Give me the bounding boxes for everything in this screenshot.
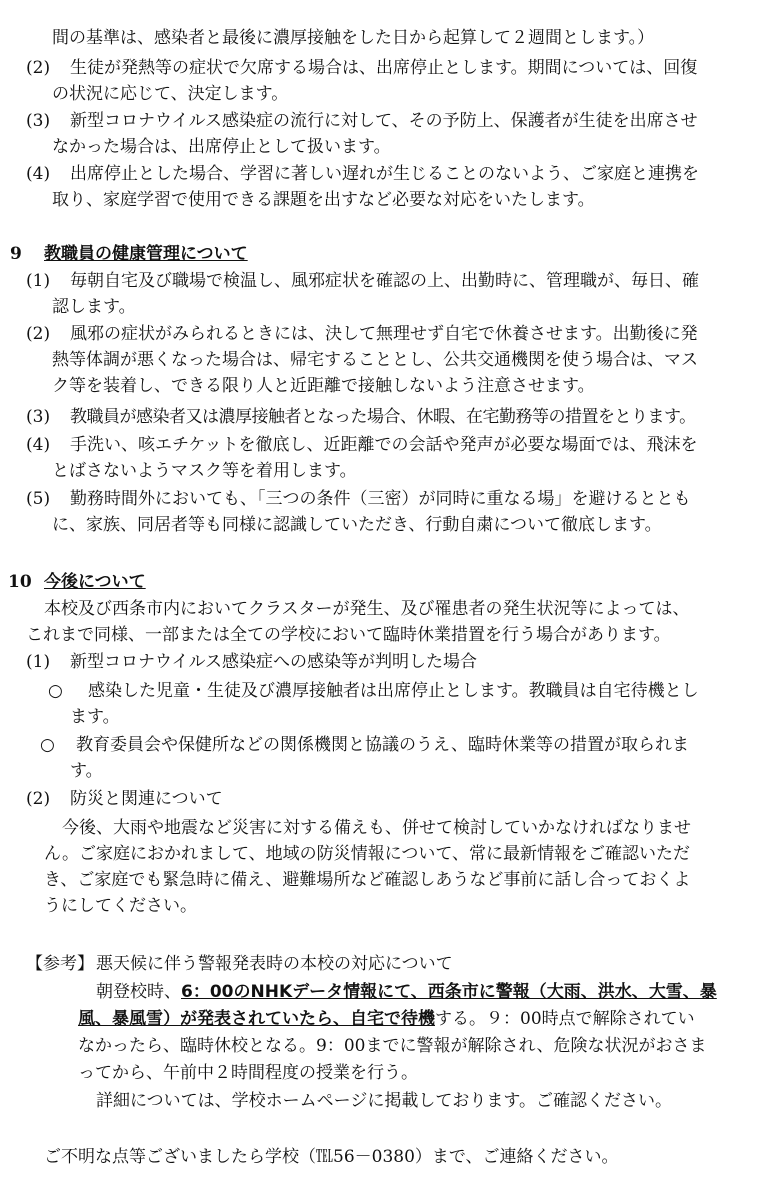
item-line: 勤務時間外においても、「三つの条件（三密）が同時に重なる場」を避けるととも [70,489,691,509]
reference-line: 詳細については、学校ホームページに掲載しております。ご確認ください。 [96,1091,672,1111]
bullet-line: ます。 [70,707,120,727]
item-number: (1) [26,652,51,672]
item-number: (2) [26,789,51,809]
item-line: とばさないようマスク等を着用します。 [52,461,357,481]
section-number: 9 [10,244,22,264]
item-line: 風邪の症状がみられるときには、決して無理せず自宅で休養させます。出勤後に発 [70,324,698,344]
item-line: 手洗い、咳エチケットを徹底し、近距離での会話や発声が必要な場面では、飛沫を [70,435,698,455]
item-number: (3) [26,407,51,427]
item-number: (5) [26,489,51,509]
section-number: 10 [8,572,32,592]
section-heading: 今後について [44,572,146,592]
reference-label: 【参考】 [26,954,94,974]
item-number: (4) [26,435,51,455]
contact-footer: ご不明な点等ございましたら学校（℡56－0380）まで、ご連絡ください。 [44,1147,619,1167]
reference-emphasis: 6：00のNHKデータ情報にて、西条市に警報（大雨、洪水、大雪、暴 [181,982,717,1002]
paragraph-line: き、ご家庭でも緊急時に備え、避難場所など確認しあうなど事前に話し合っておくよ [44,870,691,890]
item-number: (1) [26,271,51,291]
item-line: 毎朝自宅及び職場で検温し、風邪症状を確認の上、出勤時に、管理職が、毎日、確 [70,271,699,291]
bullet-mark: ○ [48,681,63,701]
reference-text: 朝登校時、 [96,982,181,1002]
subsection-title: 防災と関連について [70,789,223,809]
intro-line: 本校及び西条市内においてクラスターが発生、及び罹患者の発生状況等によっては、 [44,599,690,619]
item-line: 出席停止とした場合、学習に著しい遅れが生じることのないよう、ご家庭と連携を [70,164,699,184]
item-number: (4) [26,164,51,184]
reference-text: する。９：00時点で解除されてい [435,1009,695,1029]
item-line: 認します。 [52,297,136,317]
carryover-text: 間の基準は、感染者と最後に濃厚接触をした日から起算して２週間とします。） [52,28,655,48]
paragraph-line: うにしてください。 [44,896,197,916]
reference-line: ってから、午前中２時間程度の授業を行う。 [78,1063,418,1083]
reference-title: 悪天候に伴う警報発表時の本校の対応について [96,954,453,974]
item-number: (2) [26,324,51,344]
bullet-mark: ○ [40,735,55,755]
item-line: 新型コロナウイルス感染症の流行に対して、その予防上、保護者が生徒を出席させ [70,111,698,131]
item-line: なかった場合は、出席停止として扱います。 [52,137,391,157]
section-heading: 教職員の健康管理について [44,244,248,264]
item-number: (3) [26,111,51,131]
reference-line [78,1008,695,1030]
item-line: 生徒が発熱等の症状で欠席する場合は、出席停止とします。期間については、回復 [70,58,698,78]
reference-line: なかったら、臨時休校となる。9：00までに警報が解除され、危険な状況がおさま [78,1036,707,1056]
reference-emphasis: 風、暴風雪）が発表されていたら、自宅で待機 [78,1009,435,1029]
subsection-title: 新型コロナウイルス感染症への感染等が判明した場合 [70,652,477,672]
item-line: 熱等体調が悪くなった場合は、帰宅することとし、公共交通機関を使う場合は、マス [52,350,698,370]
bullet-line: 感染した児童・生徒及び濃厚接触者は出席停止とします。教職員は自宅待機とし [88,681,699,701]
item-line: 取り、家庭学習で使用できる課題を出すなど必要な対応をいたします。 [52,190,595,210]
paragraph-line: ん。ご家庭におかれまして、地域の防災情報について、常に最新情報をご確認いただ [44,844,690,864]
bullet-line: す。 [70,761,103,781]
item-line: 教職員が感染者又は濃厚接触者となった場合、休暇、在宅勤務等の措置をとります。 [70,407,696,427]
reference-line [96,981,717,1003]
item-line: ク等を装着し、できる限り人と近距離で接触しないよう注意させます。 [52,376,595,396]
item-line: に、家族、同居者等も同様に認識していただき、行動自粛について徹底します。 [52,515,662,535]
item-number: (2) [26,58,51,78]
intro-line: これまで同様、一部または全ての学校において臨時休業措置を行う場合があります。 [26,625,671,645]
bullet-line: 教育委員会や保健所などの関係機関と協議のうえ、臨時休業等の措置が取られま [76,735,690,755]
paragraph-line: 今後、大雨や地震など災害に対する備えも、併せて検討していかなければなりませ [62,818,691,838]
item-line: の状況に応じて、決定します。 [52,84,289,104]
